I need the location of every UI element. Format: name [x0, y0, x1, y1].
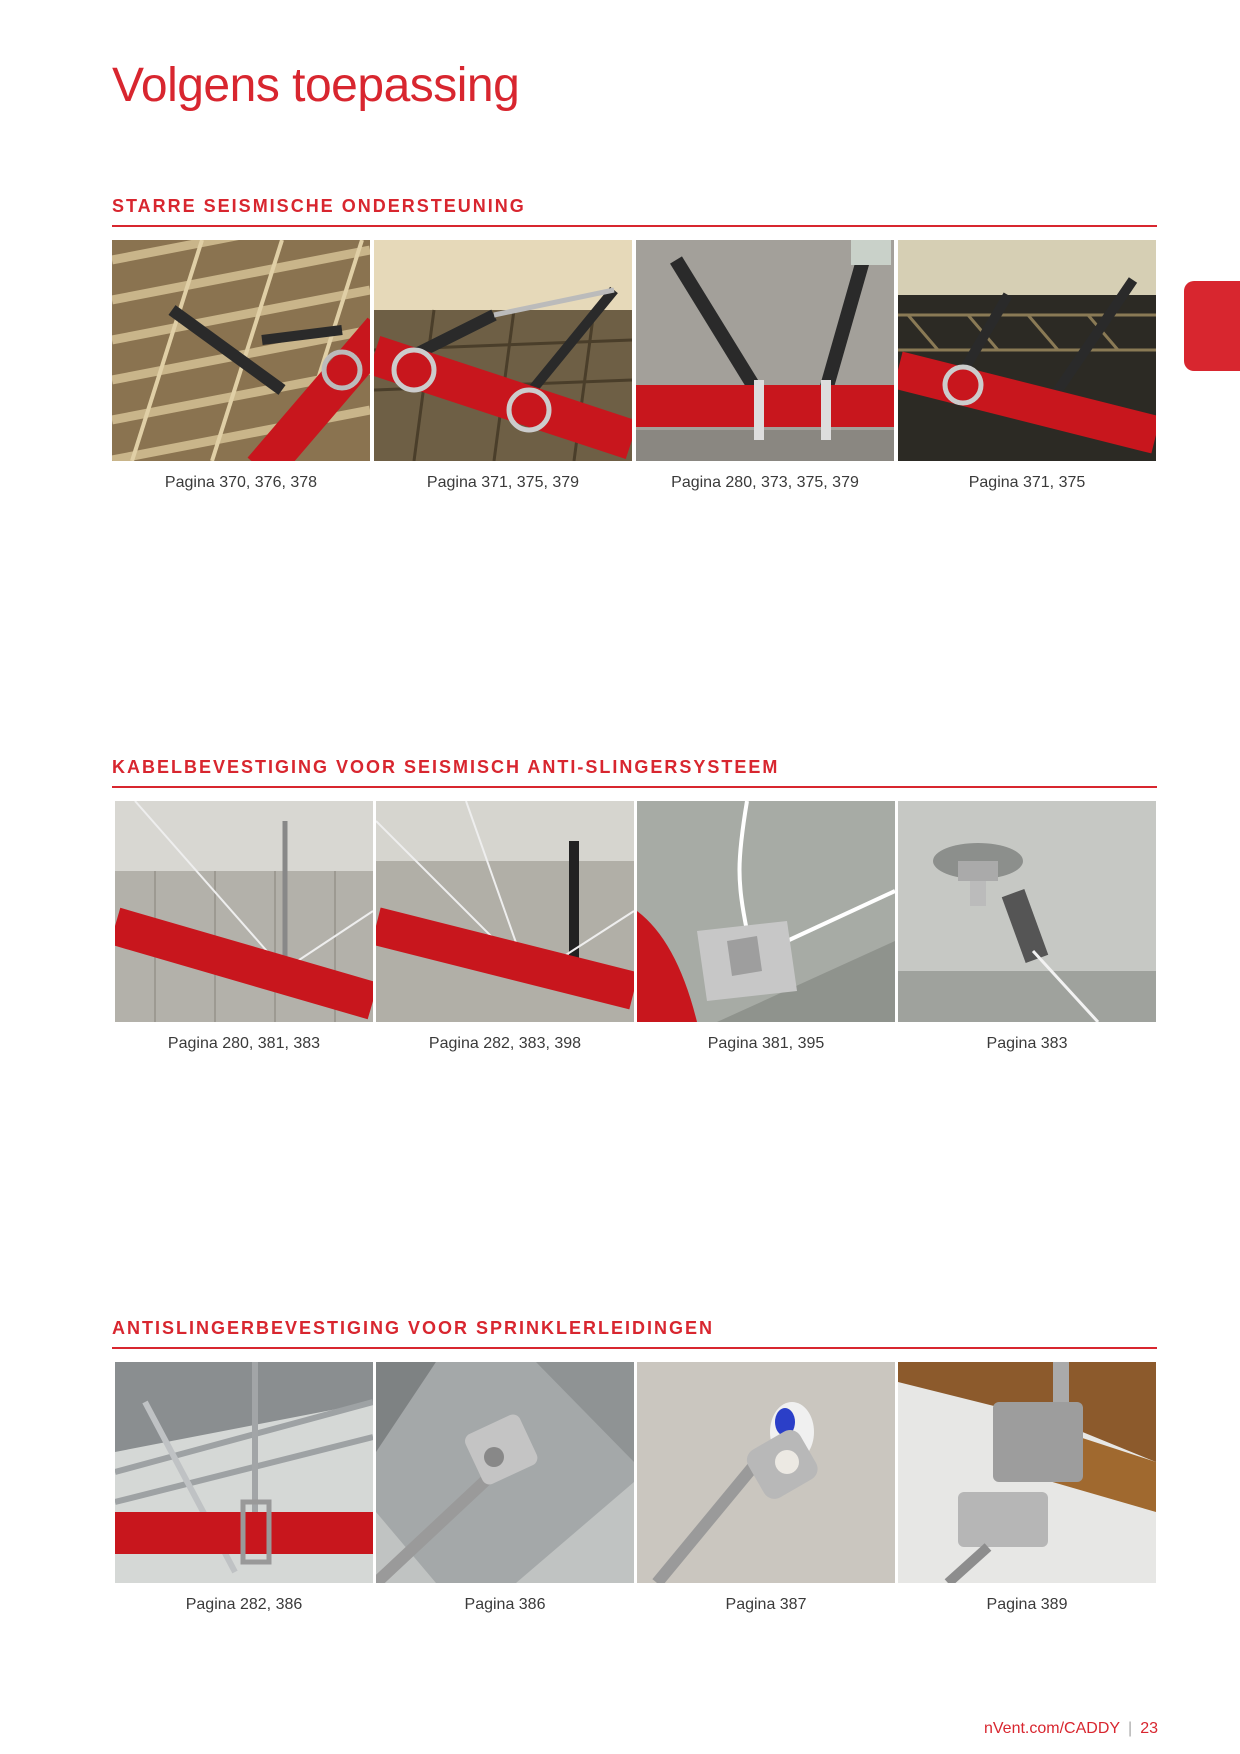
page-reference: Pagina 280, 381, 383 [167, 1035, 321, 1052]
page-footer [984, 1720, 1158, 1738]
section-divider [112, 1347, 1157, 1349]
page-reference: Pagina 280, 373, 375, 379 [671, 474, 859, 491]
product-photo-item [112, 240, 370, 492]
section-heading: KABELBEVESTIGING VOOR SEISMISCH ANTI-SLINGERSYSTEEM [112, 757, 780, 777]
product-photo-item [115, 1362, 373, 1614]
product-photo-item [898, 240, 1156, 492]
product-photo-item [374, 240, 632, 492]
page-reference: Pagina 371, 375 [968, 474, 1086, 491]
product-photo [376, 1362, 634, 1583]
page-number: 23 [1140, 1720, 1158, 1737]
product-photo [115, 1362, 373, 1583]
product-photo-item [898, 1362, 1156, 1614]
footer-separator: | [1128, 1720, 1133, 1737]
page-reference: Pagina 381, 395 [707, 1035, 825, 1052]
section-heading: STARRE SEISMISCHE ONDERSTEUNING [112, 196, 526, 216]
page-reference: Pagina 387 [725, 1596, 807, 1613]
section-sprinkler-sway-bracing [112, 1318, 1157, 1622]
page-reference: Pagina 370, 376, 378 [164, 474, 318, 491]
product-photo [112, 240, 370, 461]
section-divider [112, 786, 1157, 788]
page-title: Volgens toepassing [112, 59, 520, 112]
page-reference: Pagina 383 [986, 1035, 1068, 1052]
product-photo [898, 801, 1156, 1022]
product-photo-item [376, 801, 634, 1053]
product-photo [115, 801, 373, 1022]
section-heading: ANTISLINGERBEVESTIGING VOOR SPRINKLERLEIDINGEN [112, 1318, 715, 1338]
page-reference: Pagina 386 [464, 1596, 546, 1613]
product-photo [637, 1362, 895, 1583]
product-photo-item [636, 240, 894, 492]
page-reference: Pagina 282, 386 [185, 1596, 303, 1613]
product-photo-item [637, 801, 895, 1053]
product-photo-item [115, 801, 373, 1053]
product-photo [376, 801, 634, 1022]
product-photo-item [376, 1362, 634, 1614]
page-reference: Pagina 371, 375, 379 [426, 474, 580, 491]
product-photo [898, 240, 1156, 461]
website-link[interactable]: nVent.com/CADDY [983, 1720, 1121, 1737]
product-photo [637, 801, 895, 1022]
product-photo-item [637, 1362, 895, 1614]
product-photo [374, 240, 632, 461]
product-photo-item [898, 801, 1156, 1053]
product-photo [636, 240, 894, 461]
section-rigid-seismic-bracing [112, 196, 1157, 500]
product-photo [898, 1362, 1156, 1583]
page-reference: Pagina 389 [986, 1596, 1068, 1613]
page-reference: Pagina 282, 383, 398 [428, 1035, 582, 1052]
section-divider [112, 225, 1157, 227]
chapter-tab [1184, 281, 1240, 371]
section-cable-bracing [112, 757, 1157, 1061]
